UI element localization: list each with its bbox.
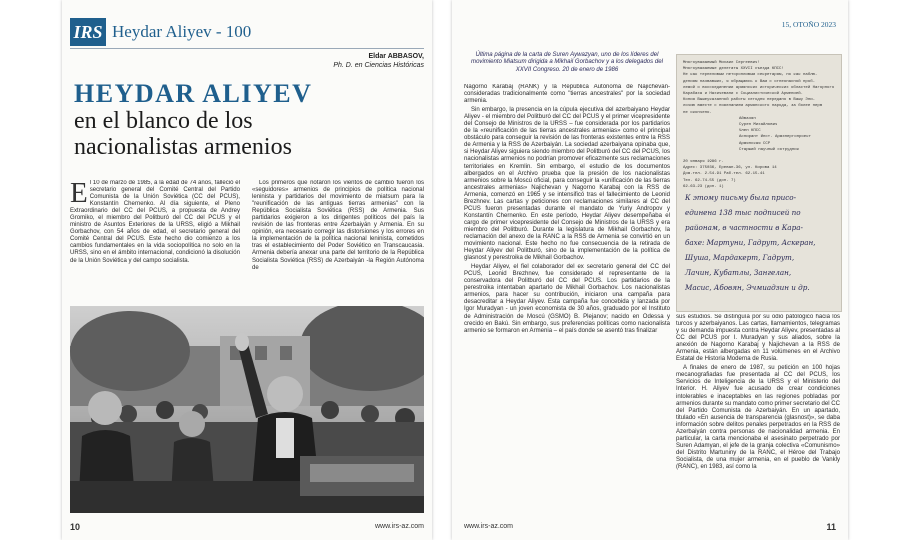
irs-logo: IRS — [70, 18, 106, 46]
letter-typed-line: дениям назвавших, я обращаюсь к Вам с огнеопасной проб- — [683, 79, 816, 84]
left-page — [62, 0, 432, 540]
drop-cap: E — [70, 180, 88, 209]
article-headline — [74, 80, 424, 160]
right-col1-p2: Sin embargo, la presencia en la cúpula ejecutiva del azerbaiyano Heydar Aliyev - el miembro del Politburó del CC del PCUS y el primer vicepresidente del Consejo de Ministros de la URSS – fue considerada por los partidarios de la «reunificación de las tierras ancestrales armenias» como el principal obstáculo para conseguir la revisión de las fronteras existentes entre la RSS de Armenia y la RSS de Azerbaiyán. La sociedad azerbaiyana opinaba que, si Heydar Aliyev siguiera siendo miembro del Politburó del CC del PCUS, los nacionalistas armenios no podrían promover eficazmente sus reclamaciones territoriales en Kremlin. Sin embargo, el estudio de los documentos albergados en el Archivo prueba que la presión de los nacionalistas armenios sobre la Moscú oficial, para conseguir la «unificación de las tierras ancestrales armenias» Najichevan y Nagorno Karabaj con la RSS de Armenia, comenzó en 1965 y se intensificó tras el fallecimiento de Leonid Brezhnev. Las cartas y peticiones con reclamaciones similares al CC del PCUS fueron presentadas durante el mandato de Yuriy Andropov y Konstantín Chernenko. En este período, Heydar Aliyev desempeñaba el cargo de primer vicepresidente del Consejo de Ministros de la URSS y era miembro del Politburó. Durante la legislatura de Mikhail Gorbachov, la reclamación del anexo de la RANC a la RSS de Armenia se convirtió en un movimiento nacional. Este hecho no fue consecuencia de la retirada de Heydar Aliyev del Politburó, sino de la implementación de la política de glasnost y perestroika de Mikhail Gorbachov. — [464, 107, 670, 262]
right-column-2 — [676, 314, 840, 514]
left-col2-text: Los primeros que notaron los vientos de cambio fueron los «seguidores» armenios de principios de política nacional leninista y partidarios del movimiento de miatsum para la "reunificación de las antiguas tierras armenias" con la República Socialista Soviética (RSS) de Armenia. Sus partidarios exigieron a los dirigentes políticos del país la revisión de las fronteras entre Azerbaiyán y Armenia. En su opinión, era necesario corregir las distorsiones y los errores en la implementación de la política nacional leninista, cometidos tras el establecimiento del Poder Soviético en Transcaucasia. Armenia debería anexar una parte del territorio de la República Socialista Soviética (RSS) de Azerbaiyán -la Región Autónoma de — [252, 180, 424, 271]
left-column-1 — [70, 180, 240, 302]
photo-crowd-illustration — [70, 306, 424, 513]
letter-typed-line: Армянская ССР — [739, 141, 771, 146]
letter-handwritten-line: районам, в частности в Кара- — [685, 223, 803, 232]
headline-line-2: en el blanco de los — [74, 108, 253, 134]
right-col2-p1: sus estudios. Se distinguía por su odio patológico hacia los turcos y azerbaiyanos. Las cartas, llamamientos, telegramas y su demanda impuesta contra Heydar Aliyev, presentadas al CC del PCUS por I. Muradyan y sus aliados, sobre la anexión de Nagorno Karabaj y Najichevan a la RSS de Armenia, están albergadas en 11 volúmenes en el Archivo Estatal de Historia Moderna de Rusia. — [676, 314, 840, 363]
letter-typed-line: не окончено. — [683, 110, 712, 115]
letter-handwritten-line: Лачин, Кубатлы, Зангелан, — [685, 268, 792, 277]
headline-line-3: nacionalistas armenios — [74, 134, 292, 160]
right-col1-p3: Heydar Aliyev, el fiel colaborador del ex secretario general del CC del PCUS, Leonid Brezhnev, fue considerado el representante de la conservadora del Politburó del CC del PCUS. Los partidarios de la perestroika intentaban apartarlo de Mikhail Gorbachov. Los nacionalistas armenios, para hacer su contribución, iniciaron una campaña para desacreditar a Heydar Aliyev. Esta campaña fue concebida y lanzada por Igor Muradyan - un joven economista de 30 años, graduado por el Instituto de Administración de Moscú (GSMO) B. Plejanov; nacido en Odessa y crecido en Bakú. Sin embargo, sus preferencias políticas como nacionalista armenio se formaron en Armenia – el país donde se asentó tras finalizar — [464, 264, 670, 334]
author-name: Eldar ABBASOV, — [368, 53, 424, 60]
right-col1-p1: Nagorno Karabaj (RANK) y la República Autónoma de Najichevan- consideradas tradicionalmente como "tierras ancestrales" por la sociedad armenia. — [464, 84, 670, 105]
right-column-1 — [464, 84, 670, 514]
letter-typed-line: Тел. 62-74-55 (доп. 7) — [683, 178, 736, 183]
letter-typed-line: Сурен Михайлович — [739, 123, 778, 127]
letter-typed-line: Старший научный сотрудник — [739, 147, 800, 152]
right-page-number: 11 — [826, 522, 836, 532]
author-degree: Ph. D. en Ciencias Históricas — [333, 62, 424, 69]
left-page-number: 10 — [70, 522, 81, 532]
right-page — [452, 0, 848, 540]
letter-typed-line: Адрес: 375036, Ереван-36, ул. Кирова 14 — [683, 166, 777, 171]
headline-line-1: HEYDAR ALIYEV — [74, 79, 313, 108]
letter-handwritten-line: Масис, Абовян, Эчмиадзин и др. — [685, 283, 810, 292]
issue-label: 15, OTOÑO 2023 — [781, 20, 836, 29]
left-website: www.irs-az.com — [374, 523, 424, 530]
letter-handwritten-line: единена 138 тыс подписей по — [685, 208, 801, 217]
letter-typed-line: Не как терпеливым неторопливым секретарям, но как наблю- — [683, 73, 818, 78]
letter-typed-line: лочию вместе с пожеланием армянского народа, за более нерв — [683, 104, 823, 109]
letter-typed-line: Дом.тел. 2-54-91 Раб.тел. 62-15-41 — [683, 172, 765, 177]
left-column-2 — [252, 180, 424, 302]
header-divider — [70, 48, 424, 49]
letter-caption: Última página de la carta de Suren Aywazyan, uno de los líderes del movimiento Miatsum dirigida a Mikhail Gorbachov y a los delegados del XXVII Congreso. 20 de enero de 1986 — [471, 52, 663, 73]
letter-handwritten-line: Шуша, Мардакерт, Гадрут, — [685, 253, 795, 262]
letter-typed-line: Многоуважаемый Михаил Сергеевич! — [683, 61, 760, 65]
letter-handwritten-line: К этому письму была присо- — [685, 193, 797, 202]
letter-handwritten-line: бахе: Мартуни, Гадрут, Аскеран, — [685, 238, 816, 247]
letter-typed-line: Аспирант Инст. Армэнергопроект — [739, 135, 812, 140]
letter-typed-line: Многоуважаемые делегаты XXVII съезда КПСС! — [683, 67, 784, 72]
left-col1-text: l 10 de marzo de 1985, a la edad de 74 años, falleció el secretario general del Comité Central del Partido Comunista de la Unión Soviética (CC del PCUS), Konstantín Chernenko. Al día siguiente, el Pleno Extraordinario del CC del PCUS, a propuesta de Andrey Gromiko, el miembro del Politburó del CC del PCUS y el ministro de Asuntos Exteriores de la URSS, eligió a Mikhail Gorbachov, con 54 años de edad, el secretario general del Comité Central del PCUS. Este hecho dio comienzo a los cambios fundamentales en la vida sociopolítica no solo en la URSS, sino en el ámbito internacional, condicionó la disolución de la Unión Soviética y del campo socialista. — [70, 180, 240, 264]
section-title: Heydar Aliyev - 100 — [112, 22, 252, 41]
author-byline — [333, 52, 424, 70]
right-col2-p2: A finales de enero de 1987, su petición en 100 hojas mecanografiadas fue presentada al CC del PCUS, los Servicios de Inteligencia de la URSS y el Ministerio del Interior. H. Aliyev fue acusado de crear condiciones intolerables e inaceptables en las regiones pobladas por armenios durante su mandato como primer secretario del CC del Partido Comunista de Azerbaiyán. En un apartado, titulado «En ausencia de transparencia (glasnost)», se daba información sobre delitos penales perpetrados en la RSS de Azerbaiyán contra personas de nacionalidad armenia. En particular, la carta mencionaba el asesinato perpetrado por Suren Adamyan, el jefe de la granja colectiva «Comunismo» del Distrito Martuniny de la RANC, el Héroe del Trabajo Socialista, de una mujer armenia, en el pueblo de Vankly (RANC), en 1983, así como la — [676, 365, 840, 470]
letter-typed-line: Член КПСС — [739, 129, 761, 134]
historical-photo — [70, 306, 424, 513]
archival-letter-image — [676, 54, 842, 312]
letter-typed-line: лемой о воссоединении армянских исторических областей Нагорного — [683, 85, 835, 90]
letter-typed-line: 20 января 1986 г. — [683, 160, 724, 164]
letter-typed-line: Айвазян — [739, 116, 756, 121]
letter-typed-line: Копия Вышеуказанной работы сегодня передано в Вашу Эпи- — [683, 98, 816, 103]
letter-typed-line: Карабаха и Нахичевани с Социалистической Арменией. — [683, 92, 804, 96]
letter-typed-line: 62-63-23 (доп. 1) — [683, 184, 724, 189]
right-website: www.irs-az.com — [464, 523, 514, 530]
